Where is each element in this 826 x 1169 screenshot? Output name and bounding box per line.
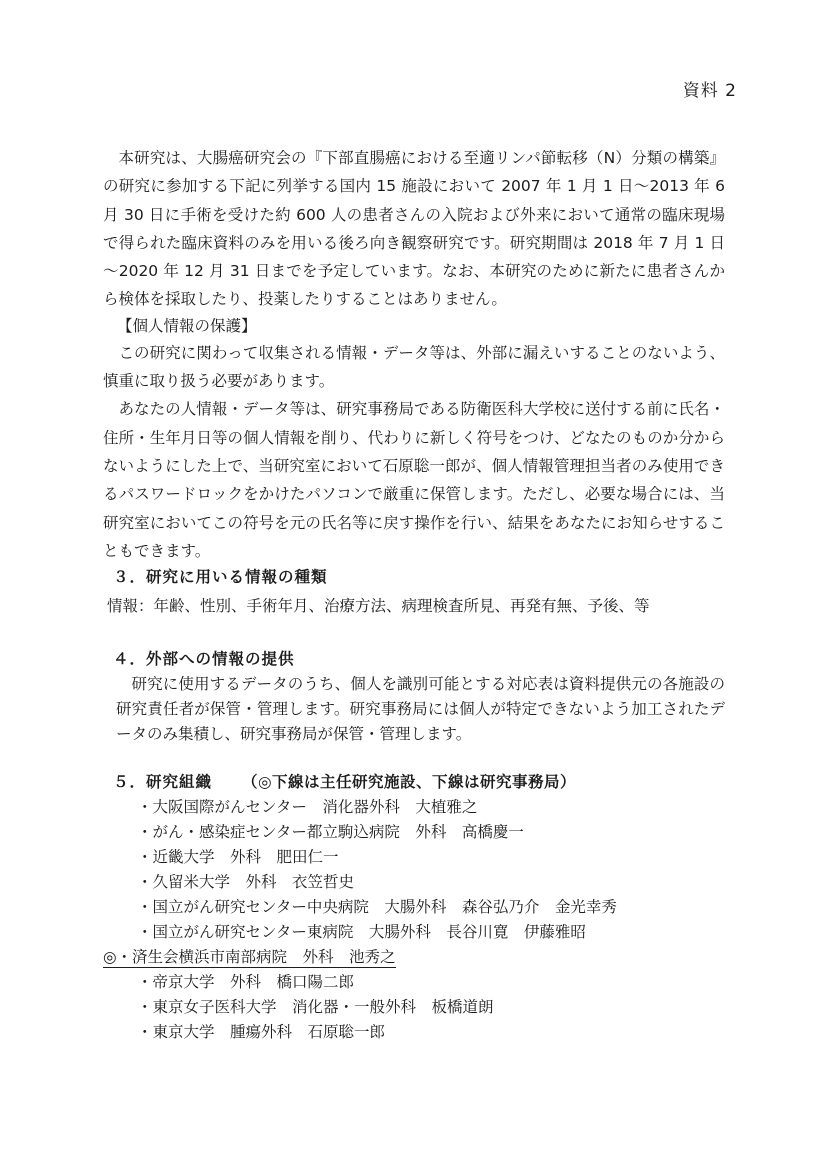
org-item-bullet: ・ <box>137 798 153 817</box>
org-item-text: 東京大学 腫瘍外科 石原聡一郎 <box>152 1023 386 1042</box>
section5-heading-legend: （◎下線は主任研究施設、下線は研究事務局） <box>242 773 577 792</box>
intro-paragraph: 本研究は、大腸癌研究会の『下部直腸癌における至適リンパ節転移（N）分類の構築』の研究に参加する下記に列挙する国内 15 施設において 2007 年 1 月 1 日～2013 年 6 月 30 日に手術を受けた約 600 人の患者さんの入院および外来において通常の臨床現場で得られた臨床資料のみを用いる後ろ向き観察研究です。研究期間は 2018 年 7 月 1 日～2020 年 12 月 31 日までを予定しています。なお、本研究のために新たに患者さんから検体を採取したり、投薬したりすることはありません。 <box>103 149 725 309</box>
section5-heading-title: ５．研究組織 <box>113 773 213 792</box>
org-item-text: 東京女子医科大学 消化器・一般外科 板橋道朗 <box>152 998 494 1017</box>
org-item-bullet: ◎・ <box>103 948 133 967</box>
org-item-text: 帝京大学 外科 橋口陽二郎 <box>152 973 355 992</box>
org-item-bullet: ・ <box>137 1023 153 1042</box>
organization-list <box>103 795 725 1045</box>
privacy-paragraph-1: この研究に関わって収集される情報・データ等は、外部に漏えいすることのないよう、慎重に取り扱う必要があります。 <box>103 343 725 391</box>
org-list-item <box>103 895 725 920</box>
org-list-item <box>103 970 725 995</box>
org-item-text: 大阪国際がんセンター 消化器外科 大植雅之 <box>152 798 478 817</box>
org-list-item <box>103 1020 725 1045</box>
org-list-item-chief-underlined <box>103 945 725 970</box>
org-item-text: 国立がん研究センター中央病院 大腸外科 森谷弘乃介 金光幸秀 <box>152 898 617 917</box>
org-item-bullet: ・ <box>137 923 153 942</box>
section5-heading <box>103 770 725 795</box>
section4-heading: ４．外部への情報の提供 <box>113 650 295 669</box>
org-item-text: がん・感染症センター都立駒込病院 外科 高橋慶一 <box>152 823 524 842</box>
section3-heading: ３．研究に用いる情報の種類 <box>113 568 328 587</box>
org-item-bullet: ・ <box>137 823 153 842</box>
org-item-text: 済生会横浜市南部病院 外科 池秀之 <box>132 948 396 967</box>
org-list-item <box>103 820 725 845</box>
org-item-bullet: ・ <box>137 898 153 917</box>
org-item-bullet: ・ <box>137 998 153 1017</box>
doc-label: 資料 2 <box>682 81 737 101</box>
org-item-text: 久留米大学 外科 衣笠哲史 <box>152 873 355 892</box>
org-list-item <box>103 845 725 870</box>
org-list-item <box>103 870 725 895</box>
org-item-bullet: ・ <box>137 973 153 992</box>
org-list-item <box>103 795 725 820</box>
privacy-section-heading: 【個人情報の保護】 <box>117 316 257 335</box>
section4-paragraph: 研究に使用するデータのうち、個人を識別可能とする対応表は資料提供元の各施設の研究責任者が保管・管理します。研究事務局には個人が特定できないよう加工されたデータのみ集積し、研究事務局が保管・管理します。 <box>116 675 725 744</box>
section3-info-line: 情報：年齢、性別、手術年月、治療方法、病理検査所見、再発有無、予後、等 <box>107 597 650 616</box>
privacy-paragraph-2: あなたの人情報・データ等は、研究事務局である防衛医科大学校に送付する前に氏名・住所・生年月日等の個人情報を削り、代わりに新しく符号をつけ、どなたのものか分からないようにした上で、当研究室において石原聡一郎が、個人情報管理担当者のみ使用できるパスワードロックをかけたパソコンで厳重に保管します。ただし、必要な場合には、当研究室においてこの符号を元の氏名等に戻す操作を行い、結果をあなたにお知らせすることもできます。 <box>103 400 725 560</box>
org-list-item <box>103 920 725 945</box>
org-item-text: 近畿大学 外科 肥田仁一 <box>152 848 339 867</box>
org-list-item <box>103 995 725 1020</box>
org-item-text: 国立がん研究センター東病院 大腸外科 長谷川寛 伊藤雅昭 <box>152 923 586 942</box>
org-item-bullet: ・ <box>137 873 153 892</box>
document-body <box>103 0 725 1045</box>
org-item-bullet: ・ <box>137 848 153 867</box>
